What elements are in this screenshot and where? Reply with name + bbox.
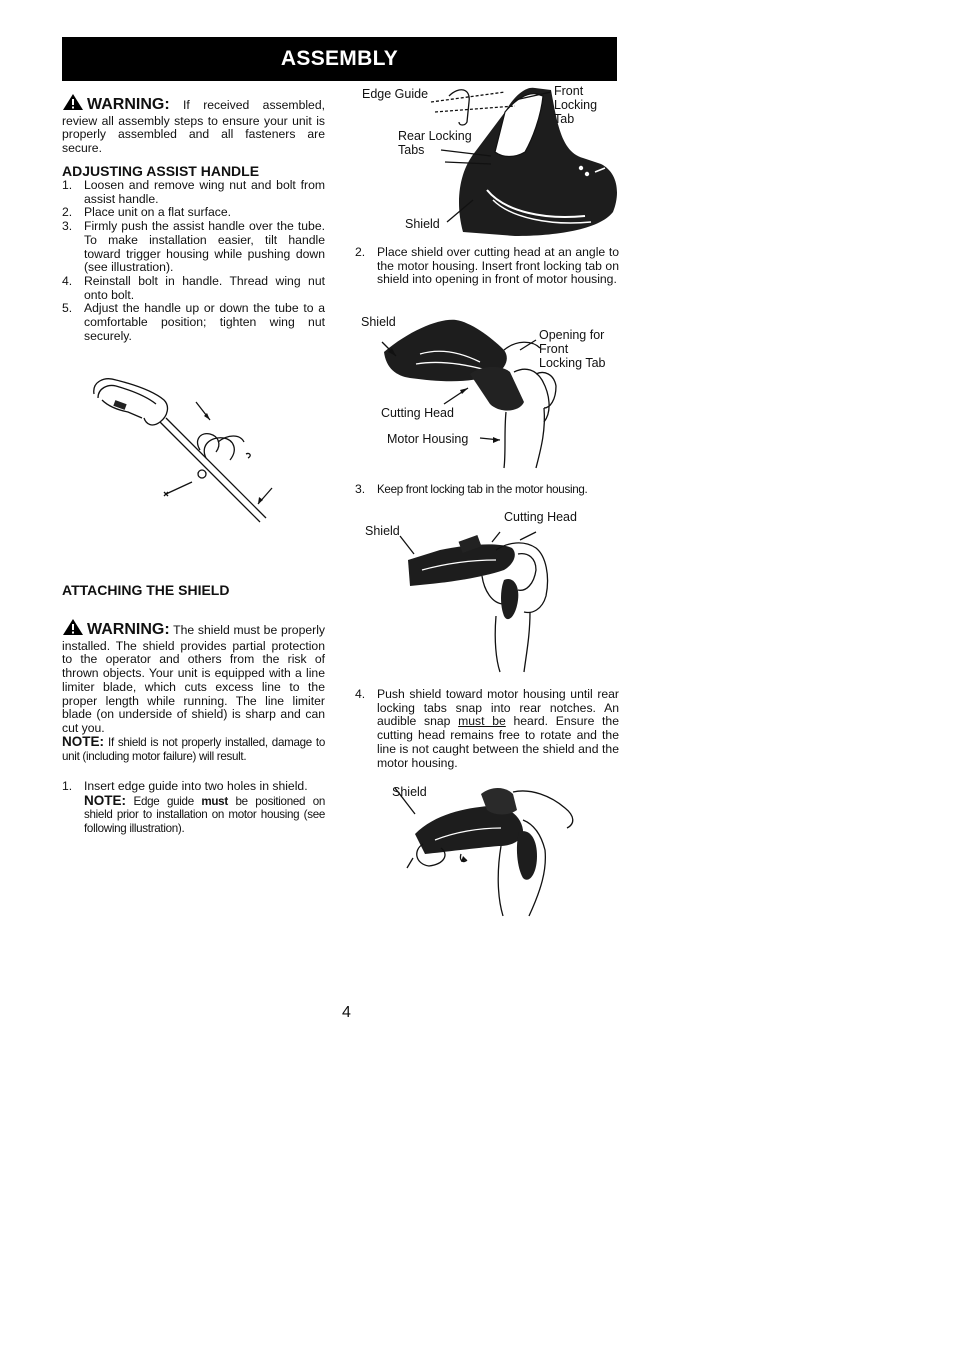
label-shield: Shield (392, 785, 427, 799)
label-opening-front-locking-tab (539, 328, 606, 370)
warning-text: The shield must be properly installed. The shield provides partial protection to the operator and others from the risk of thrown objects. Your unit is equipped with a line limiter blade, which cuts excess line to the proper length while running. The line limiter blade (on underside of shield) is sharp and can cut you. (62, 623, 325, 735)
warning-text: If received assembled, review all assembly steps to ensure your unit is properly assembled and all fasteners are secure. (62, 98, 325, 156)
attach-step-3 (355, 483, 625, 497)
step-number: 4. (355, 687, 366, 701)
step-text: Reinstall bolt in handle. Thread wing nut onto bolt. (84, 273, 325, 302)
note-paragraph (62, 735, 325, 763)
step-text-a: Push shield toward motor housing until rear locking tabs snap into rear notches. An audible snap (377, 687, 619, 729)
note-label: NOTE: (84, 792, 126, 808)
assist-handle-illustration (82, 372, 282, 522)
step-text: Place shield over cutting head at an angle to the motor housing. Insert front locking tab on shield into opening in front of motor housing. (377, 245, 619, 287)
label-cutting-head: Cutting Head (381, 406, 454, 420)
label-line: Front (554, 84, 584, 98)
attach-step-1 (62, 780, 325, 836)
note-label: NOTE: (62, 734, 104, 749)
warning-triangle-icon (62, 93, 84, 115)
attach-step-2 (355, 246, 619, 287)
list-item (62, 206, 325, 220)
step-text: Loosen and remove wing nut and bolt from assist handle. (84, 178, 325, 206)
label-line: Tabs (398, 143, 425, 157)
warning-label: WARNING: (87, 621, 170, 638)
label-line: Locking (554, 98, 598, 112)
warning-label: WARNING: (87, 96, 170, 113)
label-cutting-head: Cutting Head (504, 510, 577, 524)
attaching-steps-list (62, 780, 325, 836)
step-text: Insert edge guide into two holes in shield. (84, 779, 308, 793)
heading-attaching-the-shield: ATTACHING THE SHIELD (62, 582, 230, 598)
section-banner (62, 37, 617, 81)
adjusting-steps-list (62, 179, 325, 343)
attach-step-4 (355, 688, 619, 770)
note-text: If shield is not properly installed, damage to unit (including motor failure) will result. (62, 736, 325, 763)
note-text-b: be positioned on shield prior to installation on motor housing (see following illustration). (84, 794, 325, 836)
step-number: 2. (355, 245, 366, 259)
list-item (62, 302, 325, 343)
step-number: 3. (62, 219, 73, 234)
list-item (62, 780, 325, 836)
list-item (62, 179, 325, 206)
list-item (62, 220, 325, 275)
label-shield: Shield (361, 315, 396, 329)
label-motor-housing: Motor Housing (387, 432, 469, 446)
label-line: Opening for (539, 328, 605, 342)
label-rear-locking-tabs (398, 129, 472, 157)
warning-paragraph-1 (62, 93, 325, 156)
label-line: Front (539, 342, 569, 356)
list-item (355, 246, 619, 287)
note-emphasis: must (201, 794, 228, 808)
label-line: Tab (554, 112, 575, 126)
step-text-b: heard. Ensure the cutting head remains free to rotate and the line is not caught between the shield and the motor housing. (377, 714, 619, 770)
heading-adjusting-assist-handle: ADJUSTING ASSIST HANDLE (62, 163, 260, 179)
list-item (355, 483, 625, 497)
warning-triangle-icon (62, 618, 84, 640)
step-number: 4. (62, 273, 73, 288)
step-number: 2. (62, 205, 73, 220)
step-text: Keep front locking tab in the motor housing. (377, 483, 588, 496)
label-line: Locking Tab (539, 356, 606, 370)
step-text: Adjust the handle up or down the tube to a comfortable position; tighten wing nut securely. (84, 301, 325, 343)
shield-push-illustration (405, 780, 585, 920)
step-number: 1. (62, 178, 73, 192)
shield-locking-illustration (400, 520, 580, 675)
page-number: 4 (342, 1004, 351, 1021)
warning-paragraph-2 (62, 618, 325, 736)
label-line: Rear Locking (398, 129, 472, 143)
step-text: Firmly push the assist handle over the tube. To make installation easier, tilt handle toward trigger housing while pushing down (see illustration). (84, 219, 325, 275)
step-number: 5. (62, 301, 73, 316)
list-item (355, 688, 619, 770)
step-text-underlined: must be (458, 714, 506, 729)
step-number: 3. (355, 482, 366, 496)
label-edge-guide: Edge Guide (362, 87, 429, 101)
step-number: 1. (62, 779, 73, 793)
label-shield: Shield (365, 524, 400, 538)
list-item (62, 275, 325, 302)
banner-title: ASSEMBLY (280, 47, 399, 70)
step-text: Place unit on a flat surface. (84, 205, 232, 220)
note-text-a: Edge guide (126, 794, 202, 808)
label-front-locking-tab (554, 84, 597, 126)
label-shield: Shield (405, 217, 440, 231)
